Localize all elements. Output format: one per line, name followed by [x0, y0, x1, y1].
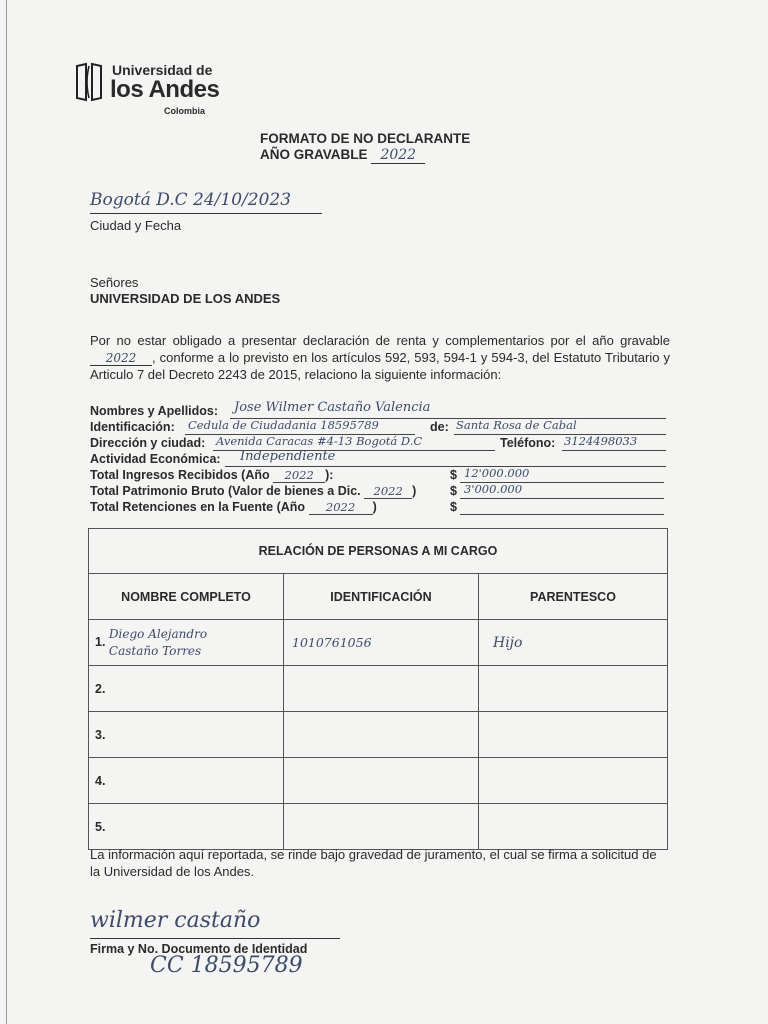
name-label: Nombres y Apellidos:	[90, 404, 219, 418]
city-date-label: Ciudad y Fecha	[90, 218, 182, 233]
signature-line	[90, 938, 340, 939]
row-relationship	[479, 666, 668, 712]
row-relationship	[479, 758, 668, 804]
row-id	[284, 666, 479, 712]
form-title-line-1: FORMATO DE NO DECLARANTE	[260, 131, 471, 146]
phone-value: 3124498033	[564, 434, 638, 448]
table-row	[89, 666, 668, 712]
identification-value: Cedula de Ciudadania 18595789	[188, 418, 379, 432]
row-name-cell	[89, 758, 284, 804]
paragraph-part-2: , conforme a lo previsto en los artículos 592, 593, 594-1 y 594-3, del Estatuto Tributario y Articulo 7 del Decreto 2243 de 2015, relaciono la siguiente información:	[90, 350, 670, 382]
economic-activity-value: Independiente	[240, 449, 336, 464]
phone-line	[562, 450, 666, 451]
city-date-line	[90, 213, 322, 214]
form-title-line-2: AÑO GRAVABLE	[260, 147, 368, 162]
logo-emblem-icon	[74, 62, 104, 102]
withholdings-year: 2022	[309, 500, 373, 515]
income-currency: $	[450, 468, 457, 482]
phone-label: Teléfono:	[500, 436, 556, 450]
oath-statement: La información aquí reportada, se rinde bajo gravedad de juramento, el cual se firma a solicitud de la Universidad de los Andes.	[90, 847, 657, 879]
withholdings-label-a: Total Retenciones en la Fuente (Año	[90, 500, 306, 514]
row-name-cell	[89, 666, 284, 712]
row-name-cell	[89, 804, 284, 850]
recipient-institution: UNIVERSIDAD DE LOS ANDES	[90, 291, 281, 306]
assets-label-b: )	[412, 484, 417, 498]
issued-in-value: Santa Rosa de Cabal	[456, 418, 577, 432]
logo-line-1: Universidad de	[112, 62, 213, 78]
row-number: 4.	[95, 773, 106, 788]
income-label-a: Total Ingresos Recibidos (Año	[90, 468, 270, 482]
table-row	[89, 712, 668, 758]
header-identification: IDENTIFICACIÓN	[284, 574, 479, 620]
row-relationship: Hijo	[479, 620, 668, 666]
city-date-value: Bogotá D.C 24/10/2023	[90, 190, 292, 210]
handwritten-signature: wilmer castaño	[90, 908, 261, 933]
page-edge	[6, 0, 7, 1024]
row-name-cell	[89, 620, 284, 666]
row-relationship	[479, 804, 668, 850]
name-value: Jose Wilmer Castaño Valencia	[234, 400, 431, 415]
assets-label	[90, 484, 416, 500]
withholdings-line	[460, 514, 664, 515]
address-label: Dirección y ciudad:	[90, 436, 206, 450]
paragraph-year: 2022	[90, 352, 152, 366]
income-value: 12'000.000	[464, 466, 530, 480]
tax-year-value: 2022	[371, 147, 425, 164]
declaration-paragraph	[90, 332, 670, 383]
withholdings-currency: $	[450, 500, 457, 514]
row-number: 3.	[95, 727, 106, 742]
dependents-table	[88, 528, 668, 850]
row-number: 2.	[95, 681, 106, 696]
assets-value: 3'000.000	[464, 482, 523, 496]
row-name: Diego Alejandro Castaño Torres	[108, 626, 208, 658]
form-title	[260, 131, 470, 164]
signature-label: Firma y No. Documento de Identidad	[90, 942, 308, 956]
row-id: 1010761056	[284, 620, 479, 666]
address-value: Avenida Caracas #4-13 Bogotá D.C	[216, 434, 423, 448]
assets-year: 2022	[364, 484, 412, 499]
table-row	[89, 620, 668, 666]
header-relationship: PARENTESCO	[479, 574, 668, 620]
dependents-table-caption: RELACIÓN DE PERSONAS A MI CARGO	[89, 529, 668, 574]
assets-currency: $	[450, 484, 457, 498]
row-relationship	[479, 712, 668, 758]
salutation: Señores	[90, 275, 139, 290]
row-id	[284, 758, 479, 804]
economic-activity-line	[225, 466, 666, 467]
row-id	[284, 712, 479, 758]
assets-label-a: Total Patrimonio Bruto (Valor de bienes a Dic.	[90, 484, 361, 498]
logo-line-3: Colombia	[164, 106, 206, 116]
row-name-cell	[89, 712, 284, 758]
row-number: 5.	[95, 819, 106, 834]
table-row	[89, 804, 668, 850]
header-full-name: NOMBRE COMPLETO	[89, 574, 284, 620]
identification-label: Identificación:	[90, 420, 175, 434]
withholdings-label-b: )	[372, 500, 377, 514]
economic-activity-label: Actividad Económica:	[90, 452, 221, 466]
issued-in-label: de:	[430, 420, 449, 434]
income-year: 2022	[273, 468, 325, 483]
income-label-b: ):	[325, 468, 334, 482]
row-number: 1.	[95, 634, 106, 649]
table-row	[89, 758, 668, 804]
logo-line-2: los Andes	[110, 76, 220, 103]
income-label	[90, 468, 333, 484]
assets-line	[460, 498, 664, 499]
withholdings-label	[90, 500, 377, 516]
paragraph-part-1: Por no estar obligado a presentar declaración de renta y complementarios por el año gravable	[90, 333, 670, 348]
row-id	[284, 804, 479, 850]
signature-document-number: CC 18595789	[150, 953, 303, 978]
